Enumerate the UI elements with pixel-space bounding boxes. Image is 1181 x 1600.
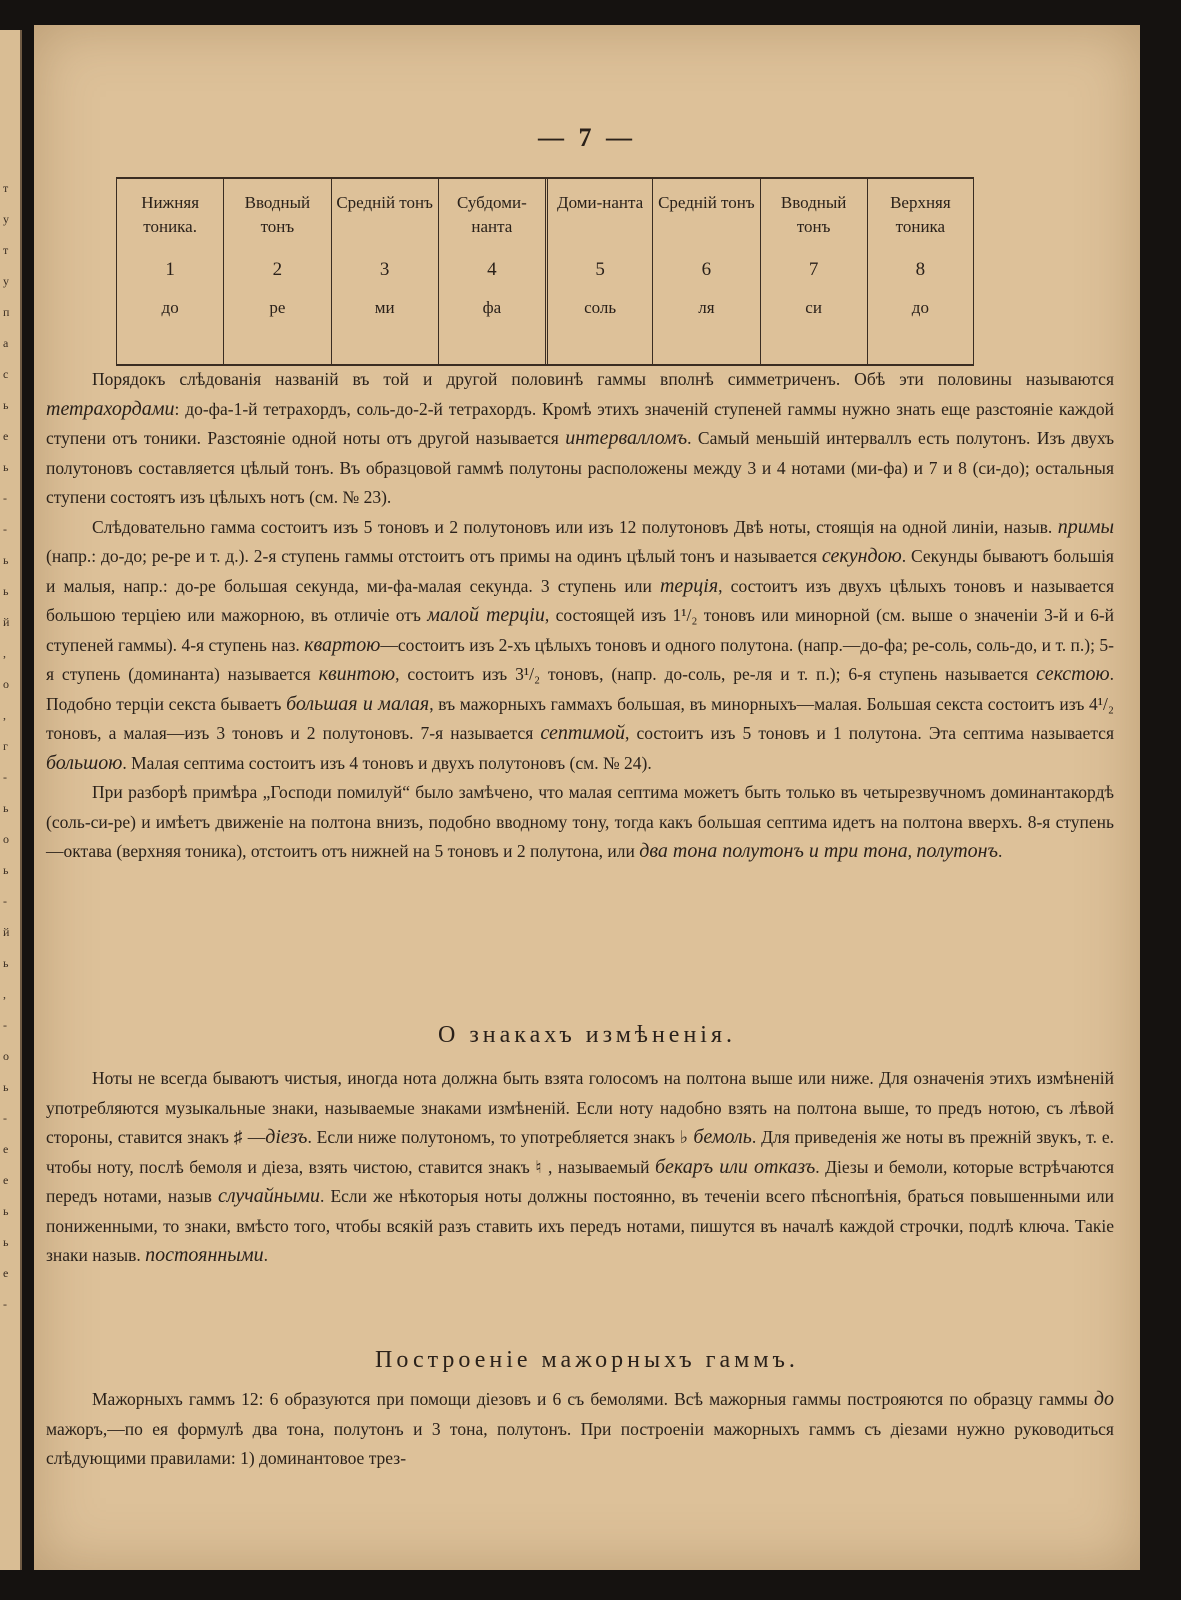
- paragraph-accidentals: [46, 1064, 1114, 1271]
- table-column: [438, 179, 545, 364]
- margin-fragment: -: [3, 1297, 7, 1311]
- table-column: [545, 179, 652, 364]
- margin-fragment: о: [3, 832, 9, 846]
- text-run: (напр.: до-до; ре-ре и т. д.). 2-я ступень гаммы отстоитъ отъ примы на одинъ цѣлый тонъ и называется: [46, 546, 822, 566]
- note-name: си: [805, 298, 822, 317]
- italic-term: большая и малая: [286, 692, 430, 715]
- text-run: , въ мажорныхъ гаммахъ большая, въ минорныхъ—малая. Большая секста состоитъ изъ 4¹/₂ тоновъ, а малая—изъ 3 тоновъ и 2 полутоновъ. 7-я называется: [46, 693, 1114, 743]
- italic-term: секундою: [821, 545, 902, 567]
- margin-fragment: ,: [3, 708, 6, 722]
- italic-term: септимой: [540, 722, 626, 744]
- table-column: [652, 179, 759, 364]
- degree-number: 7: [808, 259, 819, 280]
- italic-term: случайными: [218, 1185, 321, 1207]
- margin-fragment: ь: [3, 956, 9, 970]
- text-run: . Подобно терціи секста бываетъ: [46, 664, 1114, 714]
- margin-fragment: е: [3, 1266, 9, 1280]
- margin-fragment: -: [3, 491, 7, 505]
- degree-number: 2: [272, 259, 283, 280]
- text-run: , состоитъ изъ двухъ цѣлыхъ тоновъ и называется большою терціею или мажорною, въ отличіе отъ: [46, 575, 1115, 625]
- text-run: , состоящей изъ 1¹/₂ тоновъ или минорной (см. выше о значеніи 3-й и 6-й ступеней гаммы). 4-я ступень наз.: [46, 605, 1115, 655]
- text-run: Мажорныхъ гаммъ 12: 6 образуются при помощи діезовъ и 6 съ бемолями. Всѣ мажорныя гаммы построяются по образцу гаммы: [92, 1389, 1094, 1409]
- text-run: . Если ниже полутономъ, то употребляется знакъ ♭: [307, 1127, 694, 1147]
- margin-fragment: ь: [3, 1204, 9, 1218]
- column-header: Субдоми-нанта: [456, 193, 527, 236]
- table-column: [223, 179, 330, 364]
- margin-fragment: ь: [3, 801, 9, 815]
- column-header: Средній тонъ: [336, 193, 433, 212]
- table-column: [867, 179, 974, 364]
- margin-fragment: у: [3, 274, 9, 288]
- degree-number: 3: [379, 259, 390, 280]
- column-header: Верхняя тоника: [890, 193, 951, 236]
- margin-fragment: -: [3, 1111, 7, 1125]
- text-run: . Малая септима состоитъ изъ 4 тоновъ и двухъ полутоновъ (см. № 24).: [122, 752, 652, 773]
- margin-fragment: с: [3, 367, 9, 381]
- margin-fragment: а: [3, 336, 9, 350]
- table-column: [331, 179, 438, 364]
- text-run: Порядокъ слѣдованія названій въ той и другой половинѣ гаммы вполнѣ симметриченъ. Обѣ эти половины называются: [92, 369, 1114, 389]
- margin-fragment: о: [3, 1049, 9, 1063]
- note-name: ми: [374, 298, 395, 317]
- margin-fragment: ,: [3, 987, 6, 1001]
- section-major-scales: [46, 1385, 1114, 1474]
- column-header: Вводный тонъ: [780, 193, 847, 236]
- margin-fragment: ь: [3, 584, 9, 598]
- margin-fragment: ь: [3, 553, 9, 567]
- margin-fragment: -: [3, 522, 7, 536]
- text-run: .: [998, 841, 1003, 861]
- section-intervals: [46, 365, 1114, 867]
- margin-fragment: т: [3, 181, 9, 195]
- italic-term: секстою: [1036, 663, 1110, 685]
- margin-fragment: ь: [3, 398, 9, 412]
- heading-accidentals: О знакахъ измѣненія.: [437, 1022, 736, 1048]
- italic-term: бекаръ или отказъ: [654, 1155, 816, 1178]
- degree-number: 8: [915, 259, 926, 280]
- note-name: до: [911, 298, 929, 317]
- degree-number: 5: [595, 259, 605, 280]
- degree-number: 1: [165, 259, 175, 280]
- text-run: . Секунды бываютъ большія и малыя, напр.: до-ре большая секунда, ми-фа-малая секунда. 3 ступень или: [46, 546, 1114, 596]
- note-name: до: [161, 298, 179, 317]
- italic-term: полутонъ: [916, 840, 998, 862]
- italic-term: терція: [659, 574, 719, 597]
- italic-term: квартою: [304, 633, 381, 656]
- table-column: [760, 179, 867, 364]
- adjacent-page-edge: [0, 30, 22, 1570]
- italic-term: интервалломъ: [565, 427, 688, 449]
- table-column: [116, 179, 223, 364]
- text-run: . Самый меньшій интерваллъ есть полутонъ. Изъ двухъ полутоновъ составляется цѣлый тонъ. Въ образцовой гаммѣ полутоны расположены между 3 и 4 нотами (ми-фа) и 7 и 8 (си-до); остальныя ступени состоятъ изъ цѣлыхъ нотъ (см. № 23).: [46, 428, 1114, 507]
- text-run: , состоитъ изъ 3¹/₂ тоновъ, (напр. до-соль, ре-ля и т. п.); 6-я ступень называется: [395, 664, 1037, 684]
- margin-fragment: ь: [3, 863, 9, 877]
- italic-term: малой терціи: [427, 604, 545, 626]
- margin-fragment: е: [3, 1173, 9, 1187]
- italic-term: діезъ: [265, 1126, 308, 1148]
- section-accidentals: [46, 1064, 1114, 1271]
- note-name: ре: [269, 298, 286, 317]
- margin-fragment: о: [3, 677, 9, 691]
- text-run: . Если же нѣкоторыя ноты должны постоянно, въ теченіи всего пѣснопѣнія, браться повышенными или пониженными, то знаки, вмѣсто того, чтобы всякій разъ ставить ихъ передъ нотами, пишутся въ началѣ каждой строчки, подлѣ ключа. Такіе знаки назыв.: [46, 1186, 1114, 1265]
- margin-fragment: ь: [3, 460, 9, 474]
- italic-term: квинтою: [318, 663, 396, 685]
- margin-fragment: ,: [3, 646, 6, 660]
- margin-fragment: -: [3, 1018, 7, 1032]
- note-name: соль: [584, 298, 617, 317]
- margin-fragment: т: [3, 243, 9, 257]
- page-number: — 7 —: [538, 123, 636, 152]
- margin-fragment: й: [3, 615, 10, 629]
- italic-term: два тона полутонъ и три тона: [639, 840, 908, 862]
- paragraph-tetrachords: [46, 365, 1114, 513]
- heading-major-scales: Построеніе мажорныхъ гаммъ.: [375, 1347, 799, 1373]
- margin-fragment: г: [3, 739, 8, 753]
- book-page: [34, 25, 1140, 1570]
- degree-number: 6: [701, 259, 712, 280]
- margin-fragment: у: [3, 212, 9, 226]
- italic-term: до: [1093, 1388, 1114, 1410]
- text-run: мажоръ,—по ея формулѣ два тона, полутонъ и 3 тона, полутонъ. При построеніи мажорныхъ гаммъ съ діезами нужно руководиться слѣдующими правилами: 1) доминантовое трез-: [46, 1418, 1114, 1468]
- margin-fragment: ь: [3, 1080, 9, 1094]
- italic-term: постоянными: [145, 1244, 264, 1266]
- column-header: Вводный тонъ: [244, 193, 311, 236]
- text-run: , состоитъ изъ 5 тоновъ и 1 полутона. Эта септима называется: [625, 723, 1114, 743]
- text-run: . Діезы и бемоли, которые встрѣчаются передъ нотами, назыв: [46, 1156, 1114, 1206]
- note-name: ля: [698, 298, 715, 317]
- note-name: фа: [482, 298, 502, 317]
- text-run: .: [263, 1245, 268, 1265]
- text-run: Ноты не всегда бываютъ чистыя, иногда нота должна быть взята голосомъ на полтона выше или ниже. Для означенія этихъ измѣненій употребляются музыкальные знаки, называемые знаками измѣненій. Если ноту надобно взять на полтона выше, то предъ нотою, съ лѣвой стороны, ставится знакъ ♯ —: [46, 1068, 1114, 1147]
- text-run: При разборѣ примѣра „Господи помилуй“ было замѣчено, что малая септима можетъ быть только въ четырезвучномъ доминантакордѣ (соль-си-ре) и имѣетъ движеніе на полтона внизъ, подобно вводному тону, тогда какъ большая септима идетъ на полтона вверхъ. 8-я ступень—октава (верхняя тоника), отстоитъ отъ нижней на 5 тоновъ и 2 полутона, или: [46, 782, 1114, 861]
- paragraph-major-scales: [46, 1385, 1114, 1474]
- column-header: Средній тонъ: [658, 193, 755, 212]
- text-run: Слѣдовательно гамма состоитъ изъ 5 тоновъ и 2 полутоновъ или изъ 12 полутоновъ Двѣ ноты, стоящія на одной линіи, назыв.: [92, 516, 1058, 537]
- margin-fragment: й: [3, 925, 10, 939]
- margin-fragment: е: [3, 429, 9, 443]
- italic-term: примы: [1057, 515, 1114, 538]
- italic-term: тетрахордами: [46, 397, 175, 420]
- scale-degree-table: [116, 177, 974, 366]
- margin-fragment: -: [3, 770, 7, 784]
- margin-fragment: ь: [3, 1235, 9, 1249]
- text-run: . Для приведенія же ноты въ прежній звукъ, т. е. чтобы ноту, послѣ бемоля и діеза, взять чистою, ставится знакъ ♮ , называемый: [46, 1127, 1114, 1177]
- column-header: Нижняя тоника.: [141, 193, 200, 236]
- italic-term: бемоль: [693, 1126, 752, 1148]
- paragraph-intervals: [46, 513, 1114, 779]
- degree-number: 4: [487, 259, 497, 280]
- margin-fragment: -: [3, 894, 7, 908]
- margin-fragment: п: [3, 305, 10, 319]
- text-run: ,: [907, 841, 917, 861]
- text-run: : до-фа-1-й тетрахордъ, соль-до-2-й тетрахордъ. Кромѣ этихъ значеній ступеней гаммы нужно знать еще разстояніе каждой ступени отъ тоники. Разстояніе одной ноты отъ другой называется: [46, 398, 1114, 448]
- paragraph-septima: [46, 778, 1114, 867]
- text-run: —состоитъ изъ 2-хъ цѣлыхъ тоновъ и одного полутона. (напр.—до-фа; ре-соль, соль-до, и т. п.); 5-я ступень (доминанта) называется: [46, 634, 1114, 684]
- margin-fragment: е: [3, 1142, 9, 1156]
- column-header: Доми-нанта: [557, 193, 644, 212]
- italic-term: большою: [46, 751, 123, 774]
